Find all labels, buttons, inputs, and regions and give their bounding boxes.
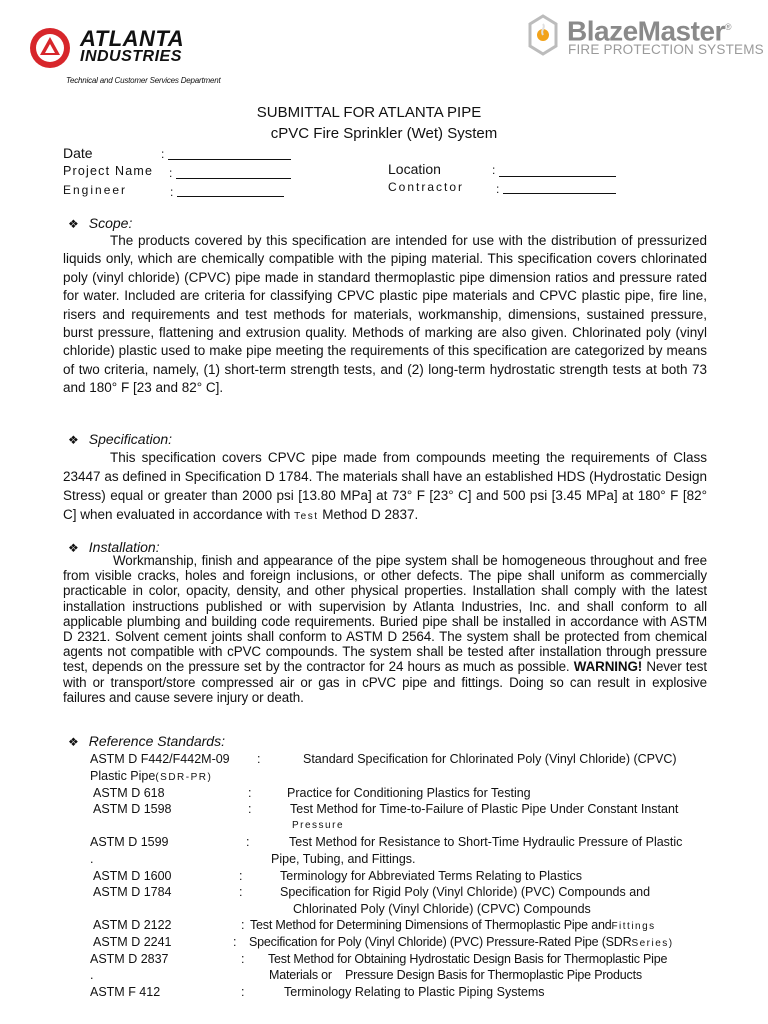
ref-desc [249,934,674,953]
specification-heading-text: Specification: [88,431,173,447]
ref-colon: : [241,985,245,999]
document-subtitle: cPVC Fire Sprinkler (Wet) System [270,125,498,142]
location-colon: : [492,163,496,177]
reference-standards-heading-text: Reference Standards: [88,733,225,749]
contractor-label: Contractor [388,180,465,194]
engineer-colon: : [170,185,174,199]
blazemaster-name-text: BlazeMaster [567,15,725,47]
ref-colon: : [239,869,243,883]
ref-dot: . [90,968,94,982]
department-label: Technical and Customer Services Department [66,76,221,85]
date-label: Date [63,145,93,161]
date-colon: : [161,147,165,161]
contractor-field[interactable] [503,193,616,194]
specification-heading [68,431,172,447]
engineer-field[interactable] [177,196,284,197]
location-field[interactable] [499,176,616,177]
ref-continuation: Materials or Pressure Design Basis for Thermoplastic Pipe Products [269,968,642,982]
ref-colon: : [241,918,245,932]
ref-desc: Test Method for Time-to-Failure of Plastic Pipe Under Constant Instant [290,802,679,816]
ref-code: ASTM D F442/F442M-09 [90,752,230,766]
ref-continuation: Pipe, Tubing, and Fittings. [271,852,416,866]
scope-heading-text: Scope: [88,215,133,231]
scope-paragraph: The products covered by this specification are intended for use with the distribution of pressurized liquids only, which are chemically compatible with the piping material. This specification covers chlorinated poly (vinyl chloride) (CPVC) pipe made in standard thermoplastic pipe dimension ratios and pressure rated for water. Included are criteria for classifying CPVC plastic pipe materials and CPVC plastic pipe, fire line, risers and requirements and test methods for materials, workmanship, dimensions, sustained pressure, burst pressure, flattening and extrusion quality. Methods of marking are also given. Chlorinated poly (vinyl chloride) plastic used to make pipe meeting the requirements of this specification are categorized by means of two criteria, namely, (1) short-term strength tests, and (2) long-term hydrostatic strength tests at both 73 and 180° F [23 and 82° C]. [63,233,707,396]
ref-desc: Practice for Conditioning Plastics for Testing [287,786,531,800]
ref-desc: Test Method for Resistance to Short-Time Hydraulic Pressure of Plastic [289,835,683,849]
ref-dot: . [90,852,94,866]
ref-colon: : [233,935,237,949]
ref-cont-spaced: (SDR-PR) [155,772,213,783]
diamond-bullet-icon: ❖ [68,541,79,555]
ref-desc-spaced: Fittings [611,921,656,932]
atlanta-industries-logo-icon [27,26,73,70]
project-name-label-text: Project Name [63,164,154,178]
ref-desc-text: Specification for Poly (Vinyl Chloride) (PVC) Pressure-Rated Pipe (SDR [249,935,632,949]
blazemaster-subtitle: FIRE PROTECTION SYSTEMS [568,42,764,57]
ref-code: ASTM D 1600 [93,869,172,883]
ref-colon: : [248,786,252,800]
contractor-colon: : [496,182,500,196]
ref-colon: : [241,952,245,966]
ref-code: ASTM D 2837 [90,952,169,966]
document-title: SUBMITTAL FOR ATLANTA PIPE [256,104,482,121]
installation-text-b: Never test with or transport/store compressed air or gas in cPVC pipe and fittings. Doing so can result in explosive failures and cause severe injury or death. [63,659,707,705]
registered-mark: ® [724,22,732,32]
diamond-bullet-icon: ❖ [68,433,79,447]
specification-text-a: This specification covers CPVC pipe made from compounds meeting the requirements of Class 23447 as defined in Specification D 1784. The materials shall have an established HDS (Hydrostatic Design Stress) equal or greater than 2000 psi [13.80 MPa] at 73° F [23° C] and 500 psi [3.45 MPa] at 180° F [82° C] when evaluated in accordance with [63,450,707,522]
project-name-field[interactable] [176,178,291,179]
warning-text: WARNING! [573,659,643,675]
ref-code: ASTM D 1784 [93,885,172,899]
ref-colon: : [239,885,243,899]
installation-text-a: Workmanship, finish and appearance of the pipe system shall be homogeneous throughout and free from visible cracks, holes and foreign inclusions, or other defects. The pipe shall uniform as commercially practicable in color, opacity, density, and other physical properties. Installation shall comply with the latest installation instructions published or with supervision by Atlanta Industries, Inc. and shall conform to all applicable plumbing and building code requirements. Buried pipe shall be installed in accordance with ASTM D 2321. Solvent cement joints shall conform to ASTM D 2564. The system shall be protected from chemical agents not compatible with cPVC compounds. The system shall be tested after installation through pressure test, depends on the pressure set by the contractor for 24 hours as much as possible. [63,553,707,675]
ref-code: ASTM F 412 [90,985,161,999]
ref-desc: Terminology Relating to Plastic Piping Systems [284,985,545,999]
scope-heading [68,215,132,231]
ref-continuation [90,768,212,787]
specification-paragraph [63,448,707,526]
atlanta-logo-line1: ATLANTA [80,26,185,51]
ref-code: ASTM D 2122 [93,918,172,932]
ref-continuation: Pressure [292,820,345,831]
project-colon: : [169,166,173,180]
ref-code: ASTM D 2241 [93,935,172,949]
ref-desc: Specification for Rigid Poly (Vinyl Chloride) (PVC) Compounds and [280,885,651,899]
atlanta-logo-line2: INDUSTRIES [80,48,182,65]
blazemaster-flame-icon [526,14,560,56]
diamond-bullet-icon: ❖ [68,735,79,749]
reference-standards-heading [68,733,225,749]
ref-cont-text: Plastic Pipe [90,769,156,783]
date-field[interactable] [168,159,291,160]
diamond-bullet-icon: ❖ [68,217,79,231]
ref-code: ASTM D 1598 [93,802,172,816]
ref-desc-text: Test Method for Determining Dimensions of Thermoplastic Pipe and [250,918,612,932]
location-label: Location [388,161,441,177]
ref-desc: Terminology for Abbreviated Terms Relating to Plastics [280,869,582,883]
engineer-label: Engineer [63,183,128,197]
installation-heading-text: Installation: [88,539,160,555]
ref-code: ASTM D 618 [93,786,165,800]
ref-desc: Test Method for Obtaining Hydrostatic Design Basis for Thermoplastic Pipe [268,952,668,966]
ref-desc-spaced: Series) [631,938,674,949]
ref-desc: Standard Specification for Chlorinated Poly (Vinyl Chloride) (CPVC) [303,752,677,766]
specification-test-word: Test [294,511,319,522]
ref-continuation: Chlorinated Poly (Vinyl Chloride) (CPVC) Compounds [293,902,591,916]
ref-colon: : [248,802,252,816]
ref-colon: : [246,835,250,849]
ref-desc [250,917,656,936]
project-name-label [63,164,153,178]
ref-colon: : [257,752,261,766]
installation-paragraph [63,553,707,705]
specification-text-b: Method D 2837. [318,507,419,522]
ref-code: ASTM D 1599 [90,835,169,849]
